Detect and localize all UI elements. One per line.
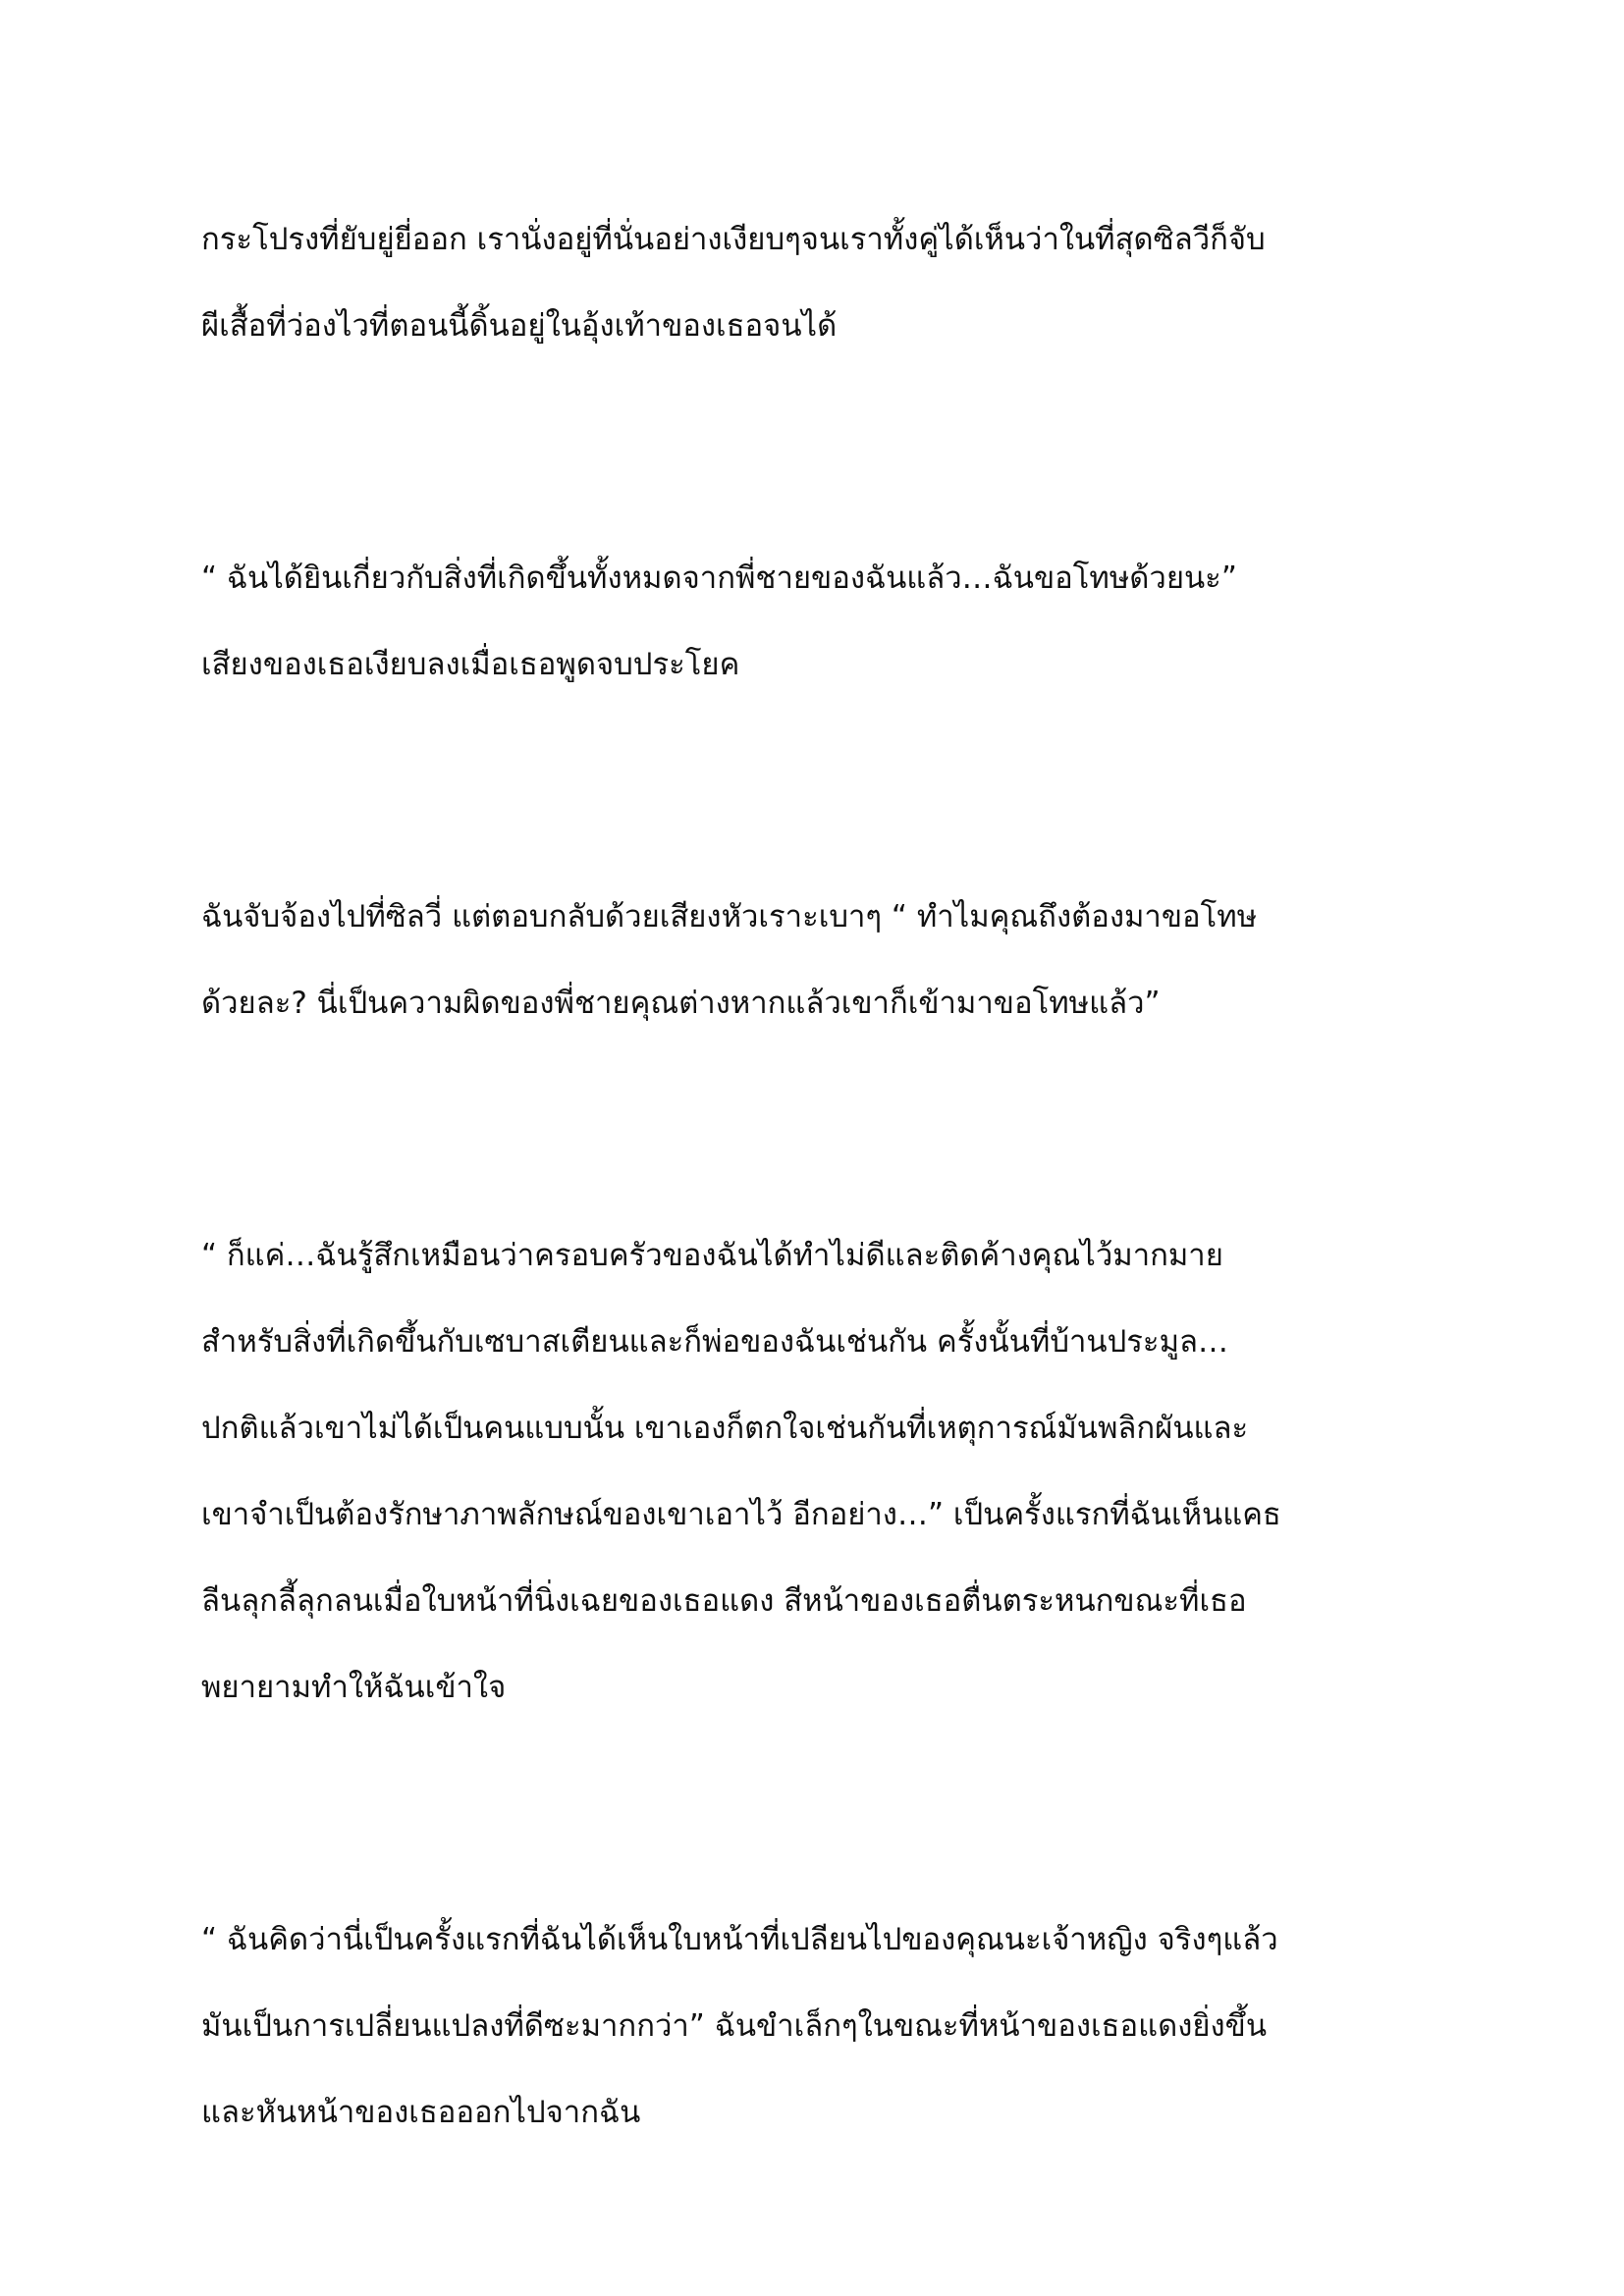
paragraph-line: ฉันจับจ้องไปที่ซิลวี่ แต่ตอบกลับด้วยเสียงหัวเราะเบาๆ “ ทำไมคุณถึงต้องมาขอโทษ [201,899,1258,934]
paragraph-5 [201,1896,1438,2156]
paragraph-line: มันเป็นการเปลี่ยนแปลงที่ดีซะมากกว่า” ฉันขำเล็กๆในขณะที่หน้าของเธอแดงยิ่งขึ้น [201,2008,1268,2044]
paragraph-1 [201,196,1438,369]
paragraph-4 [201,1212,1438,1731]
paragraph-line: “ ฉันได้ยินเกี่ยวกับสิ่งที่เกิดขึ้นทั้งหมดจากพี่ชายของฉันแล้ว…ฉันขอโทษด้วยนะ” [201,561,1237,596]
paragraph-line: เสียงของเธอเงียบลงเมื่อเธอพูดจบประโยค [201,647,740,682]
paragraph-3 [201,874,1438,1046]
paragraph-line: กระโปรงที่ยับยู่ยี่ออก เรานั่งอยู่ที่นั่นอย่างเงียบๆจนเราทั้งคู่ได้เห็นว่าในที่สุดซิลวีก็จับ [201,222,1266,257]
paragraph-line: “ ก็แค่…ฉันรู้สึกเหมือนว่าครอบครัวของฉันได้ทำไม่ดีและติดค้างคุณไว้มากมาย [201,1238,1223,1273]
paragraph-line: ปกติแล้วเขาไม่ได้เป็นคนแบบนั้น เขาเองก็ตกใจเช่นกันที่เหตุการณ์มันพลิกผันและ [201,1411,1249,1446]
paragraph-line: พยายามทำให้ฉันเข้าใจ [201,1670,507,1705]
paragraph-2 [201,535,1438,708]
paragraph-line: ลีนลุกลี้ลุกลนเมื่อใบหน้าที่นิ่งเฉยของเธอแดง สีหน้าของเธอตื่นตระหนกขณะที่เธอ [201,1583,1247,1619]
paragraph-line: และหันหน้าของเธอออกไปจากฉัน [201,2095,641,2130]
paragraph-line: ด้วยละ? นี่เป็นความผิดของพี่ชายคุณต่างหากแล้วเขาก็เข้ามาขอโทษแล้ว” [201,986,1161,1021]
document-body [201,196,1438,2156]
paragraph-line: ผีเสื้อที่ว่องไวที่ตอนนี้ดิ้นอยู่ในอุ้งเท้าของเธอจนได้ [201,308,838,344]
paragraph-line: “ ฉันคิดว่านี่เป็นครั้งแรกที่ฉันได้เห็นใบหน้าที่เปลียนไปของคุณนะเจ้าหญิง จริงๆแล้ว [201,1922,1278,1957]
paragraph-line: เขาจำเป็นต้องรักษาภาพลักษณ์ของเขาเอาไว้ อีกอย่าง…” เป็นครั้งแรกที่ฉันเห็นแคธ [201,1497,1281,1532]
paragraph-line: สำหรับสิ่งที่เกิดขึ้นกับเซบาสเตียนและก็พ่อของฉันเช่นกัน ครั้งนั้นที่บ้านประมูล… [201,1324,1229,1360]
